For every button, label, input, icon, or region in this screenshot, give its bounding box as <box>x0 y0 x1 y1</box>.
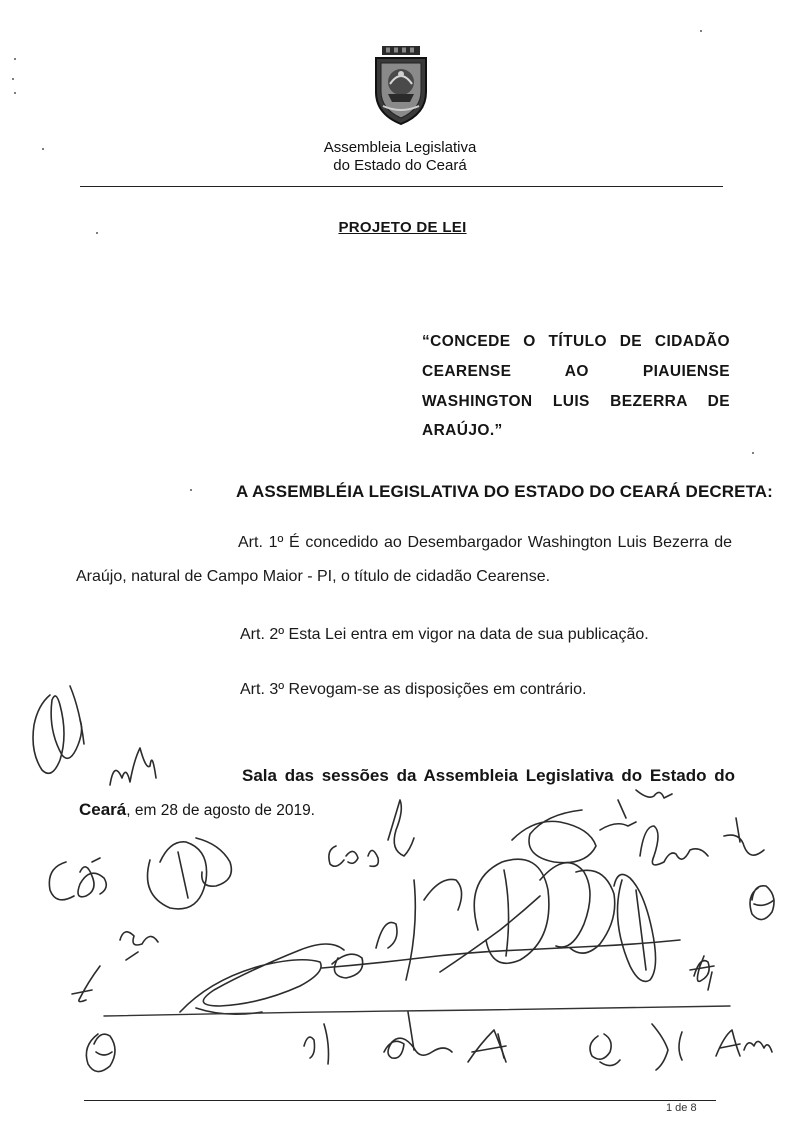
signature <box>614 874 656 981</box>
signature <box>384 1012 452 1058</box>
scan-speck <box>190 489 192 491</box>
header-divider <box>80 186 723 187</box>
closing-date: , em 28 de agosto de 2019. <box>126 802 315 819</box>
document-title: PROJETO DE LEI <box>338 219 467 236</box>
scan-speck <box>700 30 702 32</box>
signature <box>33 686 84 773</box>
enactment-clause: A ASSEMBLÉIA LEGISLATIVA DO ESTADO DO CEARÁ DECRETA: <box>236 482 773 501</box>
closing-line-2 <box>79 800 315 820</box>
signature <box>652 1024 682 1070</box>
signature <box>322 896 680 972</box>
ementa-line-3: WASHINGTON LUIS BEZERRA DE <box>422 393 730 410</box>
signature <box>690 956 714 990</box>
signature <box>590 1034 620 1066</box>
article-3: Art. 3º Revogam-se as disposições em contrário. <box>240 681 587 698</box>
signature <box>72 966 100 1002</box>
article-2: Art. 2º Esta Lei entra em vigor na data de sua publicação. <box>240 626 649 643</box>
institution-name-line1: Assembleia Legislativa <box>323 139 477 156</box>
scan-speck <box>14 92 16 94</box>
signature <box>110 748 156 785</box>
signature <box>474 859 614 963</box>
scan-speck <box>752 452 754 454</box>
signature <box>640 818 764 865</box>
scan-speck <box>42 148 44 150</box>
signature <box>148 838 232 909</box>
ementa-line-1: “CONCEDE O TÍTULO DE CIDADÃO <box>422 333 730 350</box>
scan-speck <box>96 232 98 234</box>
signature <box>86 1034 115 1072</box>
scan-speck <box>12 78 14 80</box>
signature <box>329 800 414 866</box>
signature <box>716 1030 772 1056</box>
signature <box>120 932 158 960</box>
institution-name-line2: do Estado do Ceará <box>333 157 467 174</box>
signature <box>180 944 344 1014</box>
ementa-line-2: CEARENSE AO PIAUIENSE <box>422 363 730 380</box>
signature <box>304 1024 329 1064</box>
closing-place: Ceará <box>79 800 127 819</box>
page-number: 1 de 8 <box>666 1102 697 1114</box>
closing-line-1: Sala das sessões da Assembleia Legislativa do Estado do <box>242 766 735 785</box>
signature-line <box>104 1006 730 1016</box>
scan-speck <box>14 58 16 60</box>
article-1-line-1: Art. 1º É concedido ao Desembargador Washington Luis Bezerra de <box>238 534 732 551</box>
signature <box>332 879 462 980</box>
ceara-coat-of-arms-icon <box>368 44 434 128</box>
article-1-line-2: Araújo, natural de Campo Maior - PI, o título de cidadão Cearense. <box>76 568 551 585</box>
footer-divider <box>84 1100 716 1101</box>
signature <box>49 858 106 900</box>
ementa-line-4: ARAÚJO.” <box>422 422 503 439</box>
signature <box>750 886 774 920</box>
signature <box>468 1030 506 1062</box>
signature <box>512 790 672 863</box>
